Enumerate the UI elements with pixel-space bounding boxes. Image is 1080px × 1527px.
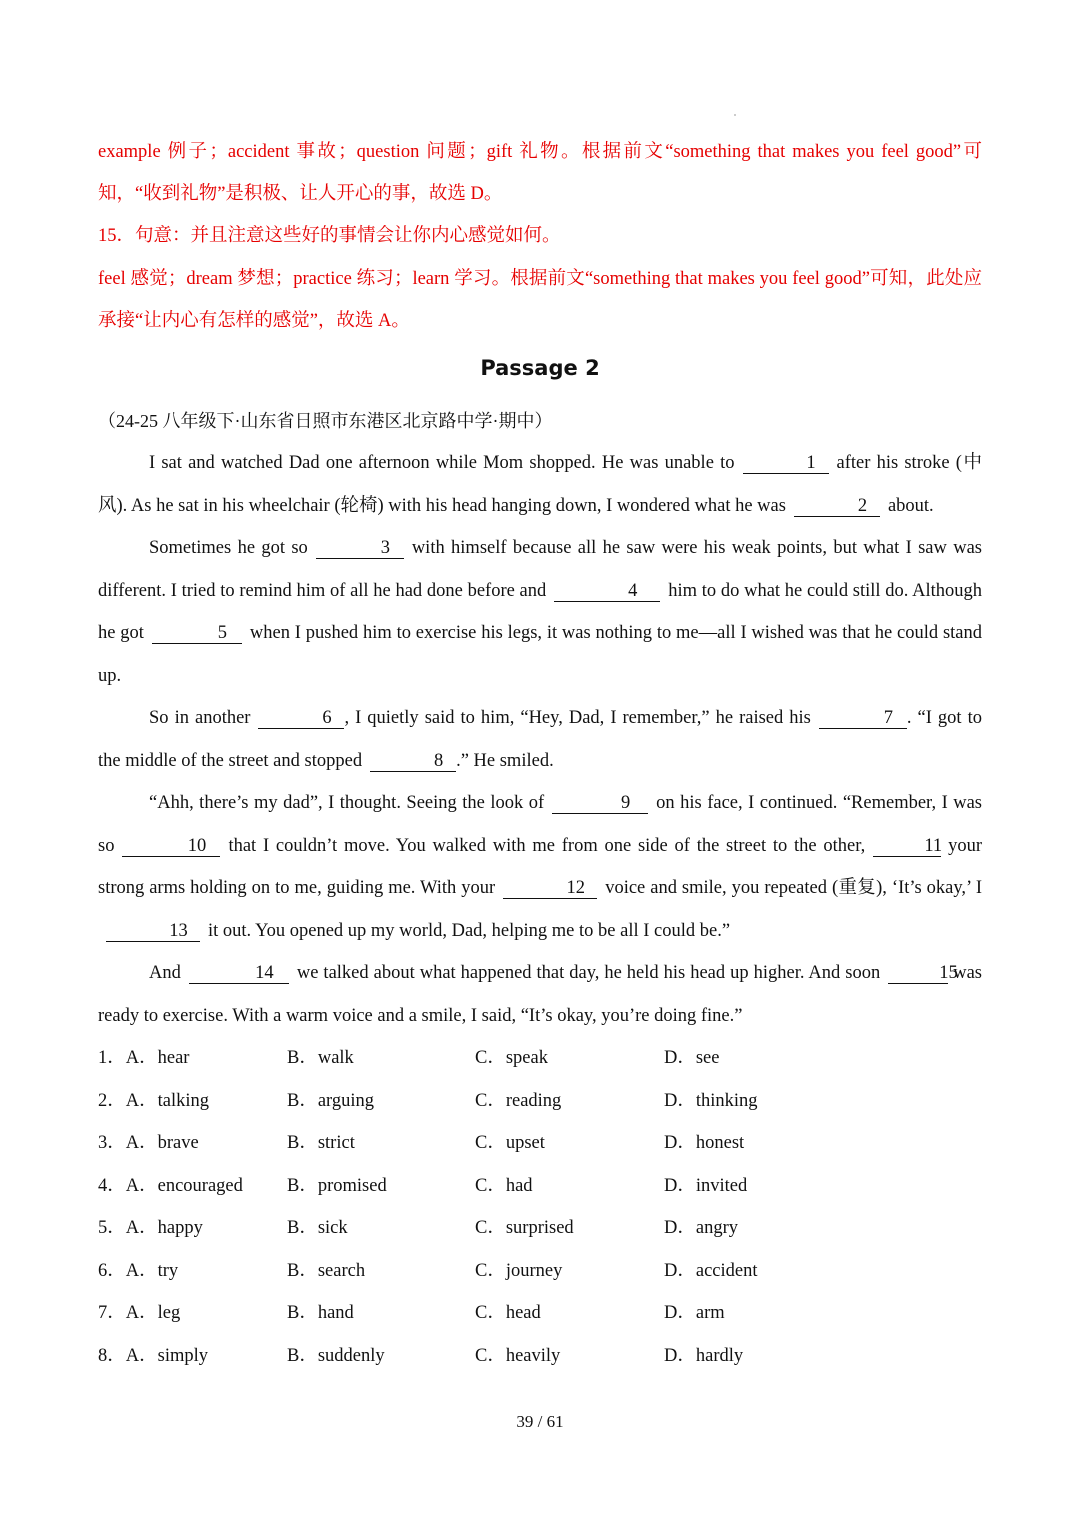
page-number: 39 / 61	[516, 1412, 564, 1431]
option-b: B．arguing	[287, 1090, 375, 1111]
passage-paragraph-4	[98, 782, 982, 952]
question-row	[98, 1122, 982, 1165]
blank-6: 6	[258, 708, 344, 729]
blank-10: 10	[122, 836, 220, 857]
paragraph-text: “Ahh, there’s my dad”, I thought. Seeing the look of	[149, 793, 545, 813]
paragraph-text: with himself because all he saw were his weak points, but what I saw was different. I tried to remind him of all he had done before and	[98, 538, 982, 601]
question-number-and-option-a	[98, 1207, 203, 1250]
option-c: C．speak	[475, 1048, 548, 1068]
option-c: C．upset	[475, 1133, 545, 1153]
paragraph-text: And	[149, 963, 181, 983]
option-a: A．encouraged	[125, 1175, 243, 1196]
option-a: A．talking	[125, 1090, 210, 1111]
option-d: D．see	[664, 1048, 720, 1068]
paragraph-text: Sometimes he got so	[149, 538, 308, 558]
option-b: B．search	[287, 1260, 366, 1281]
question-number: 7．	[98, 1303, 126, 1323]
option-a: A．happy	[125, 1218, 203, 1238]
question-number-and-option-a	[98, 1037, 189, 1080]
paragraph-text: we talked about what happened that day, he held his head up higher. And soon	[296, 963, 881, 983]
explanation-item-14: example 例子；accident 事故；question 问题；gift 礼物。根据前文“something that makes you feel good”可知，“收到礼物”是积极、让人开心的事，故选 D。	[98, 142, 982, 205]
question-row	[98, 1037, 982, 1080]
option-b: B．sick	[287, 1218, 348, 1238]
blank-7: 7	[819, 708, 907, 729]
option-c: C．head	[475, 1303, 541, 1323]
question-number: 1．	[98, 1048, 126, 1068]
option-a: A．leg	[125, 1303, 181, 1323]
passage-source: （24-25 八年级下·山东省日照市东港区北京路中学·期中）	[98, 411, 553, 431]
passage-body	[98, 442, 982, 1037]
explanation-item-15-heading: 15．句意：并且注意这些好的事情会让你内心感觉如何。	[98, 226, 561, 246]
question-number: 8．	[98, 1345, 126, 1366]
option-d: D．honest	[664, 1133, 745, 1153]
option-c: C．heavily	[475, 1345, 561, 1366]
blank-8: 8	[370, 751, 456, 772]
question-number-and-option-a	[98, 1080, 209, 1123]
question-row	[98, 1165, 982, 1208]
question-number-and-option-a	[98, 1292, 180, 1335]
question-number: 4．	[98, 1175, 126, 1196]
option-b: B．promised	[287, 1175, 387, 1196]
question-number-and-option-a	[98, 1165, 243, 1208]
option-a: A．hear	[125, 1048, 190, 1068]
paragraph-text: him to do what he could still do. Although he got	[98, 580, 982, 643]
question-number-and-option-a	[98, 1122, 199, 1165]
blank-12: 12	[503, 878, 597, 899]
blank-3: 3	[316, 538, 404, 559]
paragraph-text: your strong arms holding on to me, guiding me. With your	[98, 835, 982, 898]
option-c: C．had	[475, 1175, 533, 1196]
question-options	[98, 1037, 982, 1377]
passage-paragraph-1	[98, 442, 982, 527]
option-d: D．hardly	[664, 1345, 744, 1366]
option-b: B．strict	[287, 1133, 355, 1153]
option-c: C．surprised	[475, 1218, 574, 1238]
question-number: 6．	[98, 1260, 126, 1281]
option-c: C．reading	[475, 1090, 562, 1111]
option-a: A．try	[125, 1260, 179, 1281]
question-number: 5．	[98, 1218, 126, 1238]
option-d: D．arm	[664, 1303, 725, 1323]
paragraph-text: , I quietly said to him, “Hey, Dad, I remember,” he raised his	[344, 708, 811, 728]
blank-1: 1	[743, 453, 829, 474]
explanation-item-15-body: feel 感觉；dream 梦想；practice 练习；learn 学习。根据前文“something that makes you feel good”可知，此处应承接“让内心有怎样的感觉”，故选 A。	[98, 269, 982, 332]
question-row	[98, 1080, 982, 1123]
option-b: B．walk	[287, 1048, 354, 1068]
passage-paragraph-5	[98, 952, 982, 1037]
blank-2: 2	[794, 496, 880, 517]
option-d: D．angry	[664, 1218, 738, 1238]
scan-speck	[734, 114, 736, 116]
blank-4: 4	[554, 581, 660, 602]
blank-9: 9	[552, 793, 648, 814]
blank-5: 5	[152, 623, 242, 644]
option-b: B．suddenly	[287, 1345, 385, 1366]
paragraph-text: that I couldn’t move. You walked with me from one side of the street to the other,	[228, 835, 866, 856]
option-a: A．brave	[125, 1133, 199, 1153]
passage-title: Passage 2	[480, 356, 600, 380]
paragraph-text: .” He smiled.	[456, 750, 554, 771]
paragraph-text: after his stroke (中风). As he sat in his wheelchair (轮椅) with his head hanging down, I wondered what he was	[98, 453, 982, 516]
option-b: B．hand	[287, 1303, 354, 1323]
paragraph-text: I sat and watched Dad one afternoon while Mom shopped. He was unable to	[149, 453, 735, 473]
question-number-and-option-a	[98, 1335, 208, 1378]
question-number: 2．	[98, 1090, 126, 1111]
question-row	[98, 1335, 982, 1378]
question-number-and-option-a	[98, 1250, 178, 1293]
paragraph-text: So in another	[149, 708, 251, 728]
paragraph-text: voice and smile, you repeated (重复), ‘It’s okay,’ I	[605, 878, 982, 898]
question-row	[98, 1292, 982, 1335]
blank-13: 13	[106, 921, 200, 942]
paragraph-text: about.	[887, 495, 934, 516]
paragraph-text: was ready to exercise. With a warm voice and a smile, I said, “It’s okay, you’re doing fine.”	[98, 963, 982, 1026]
paragraph-text: . “I got to the middle of the street and stopped	[98, 708, 982, 771]
option-a: A．simply	[125, 1345, 208, 1366]
option-c: C．journey	[475, 1260, 563, 1281]
passage-paragraph-2	[98, 527, 982, 697]
question-number: 3．	[98, 1133, 126, 1153]
blank-11: 11	[873, 836, 941, 857]
option-d: D．accident	[664, 1260, 758, 1281]
question-row	[98, 1250, 982, 1293]
passage-paragraph-3	[98, 697, 982, 782]
paragraph-text: it out. You opened up my world, Dad, helping me to be all I could be.”	[208, 920, 731, 941]
paragraph-text: on his face, I continued. “Remember, I was so	[98, 793, 983, 856]
blank-15: 15	[888, 963, 948, 984]
blank-14: 14	[189, 963, 289, 984]
paragraph-text: when I pushed him to exercise his legs, it was nothing to me—all I wished was that he could stand up.	[98, 623, 982, 686]
question-row	[98, 1207, 982, 1250]
option-d: D．invited	[664, 1175, 748, 1196]
option-d: D．thinking	[664, 1090, 758, 1111]
